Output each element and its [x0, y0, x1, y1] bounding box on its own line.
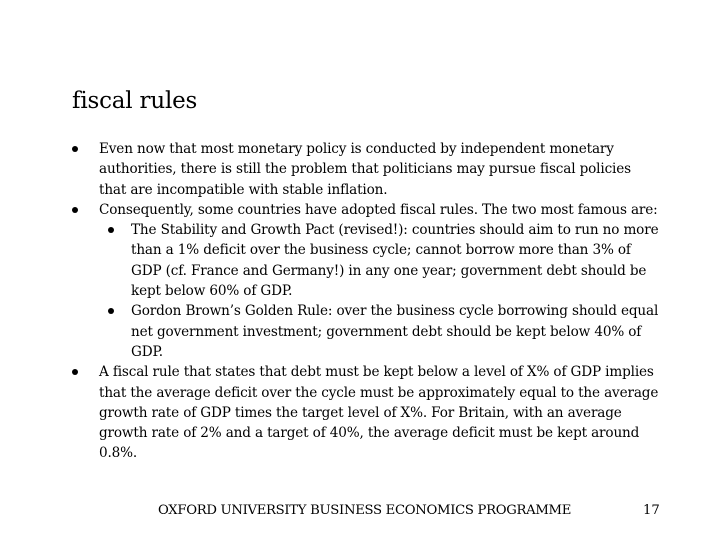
bullet-icon: [108, 308, 114, 314]
sub-bullet-item: [99, 301, 662, 362]
bullet-icon: [72, 369, 78, 375]
footer-text: OXFORD UNIVERSITY BUSINESS ECONOMICS PROGRAMME: [158, 503, 572, 518]
bullet-item: [72, 200, 662, 362]
bullet-item: [72, 139, 662, 200]
bullet-item: [72, 362, 662, 463]
bullet-list: [72, 139, 662, 464]
sub-bullet-text: Gordon Brown’s Golden Rule: over the business cycle borrowing should equal net government investment; government debt should be kept below 40% of GDP.: [131, 303, 659, 360]
bullet-icon: [108, 227, 114, 233]
bullet-text: Consequently, some countries have adopted fiscal rules. The two most famous are:: [99, 201, 658, 218]
sub-bullet-item: [99, 220, 662, 301]
bullet-icon: [72, 207, 78, 213]
bullet-text: A fiscal rule that states that debt must be kept below a level of X% of GDP implies that the average deficit over the cycle must be approximately equal to the average growth rate of GDP times the target level of X%. For Britain, with an average growth rate of 2% and a target of 40%, the average deficit must be kept around 0.8%.: [99, 364, 659, 462]
bullet-icon: [72, 146, 78, 152]
sub-bullet-list: [99, 220, 662, 362]
page-number: 17: [643, 503, 660, 518]
sub-bullet-text: The Stability and Growth Pact (revised!): countries should aim to run no more than a 1% deficit over the business cycle; cannot borrow more than 3% of GDP (cf. France and Germany!) in any one year; government debt should be kept below 60% of GDP.: [131, 222, 659, 300]
bullet-text: Even now that most monetary policy is conducted by independent monetary authorities, there is still the problem that politicians may pursue fiscal policies that are incompatible with stable inflation.: [99, 141, 631, 198]
slide-title: fiscal rules: [72, 88, 198, 114]
